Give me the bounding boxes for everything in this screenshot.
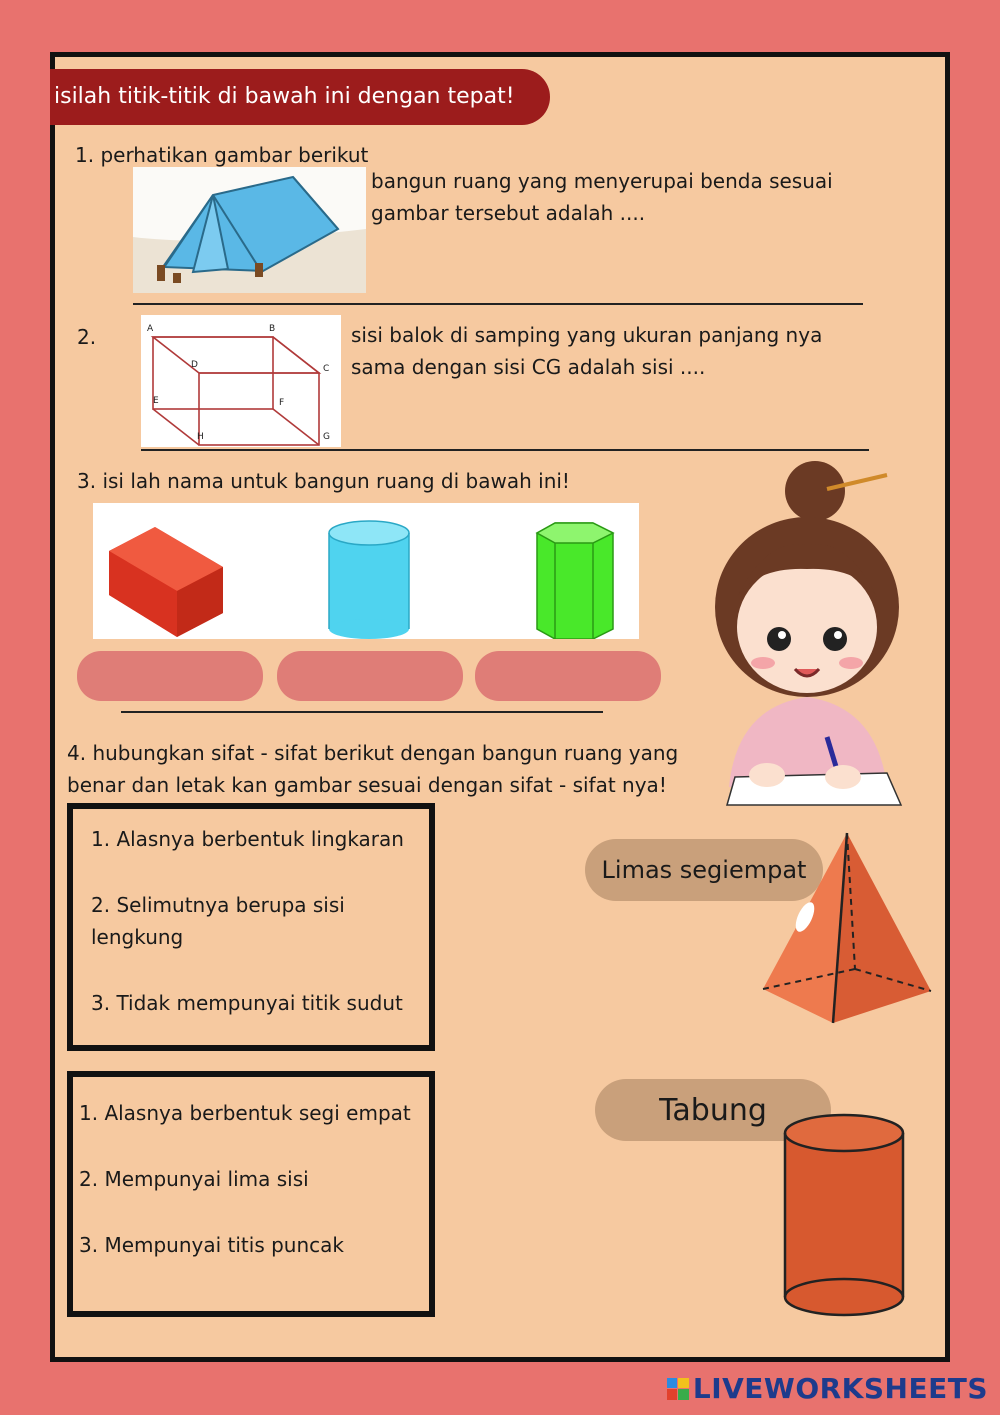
q2-number: 2. (77, 325, 97, 349)
tent-illustration (133, 167, 366, 293)
label-tabung-text: Tabung (659, 1092, 767, 1128)
q2-text-1: sisi balok di samping yang ukuran panjang nya (351, 323, 823, 347)
cylinder-image[interactable] (779, 1109, 909, 1319)
instruction-banner (50, 69, 550, 125)
pyramid-illustration (755, 829, 935, 1029)
liveworksheets-logo (667, 1372, 988, 1405)
answer-field-2[interactable] (277, 651, 463, 701)
shapes-image (93, 503, 639, 639)
vertex-g-label: G (323, 432, 330, 442)
q2-text-2: sama dengan sisi CG adalah sisi .... (351, 355, 706, 379)
girl-illustration (707, 457, 907, 807)
vertex-h-label: H (197, 432, 204, 442)
q1-text-1: bangun ruang yang menyerupai benda sesuai (371, 169, 833, 193)
box1-item-1: 1. Alasnya berbentuk lingkaran (91, 827, 404, 851)
cuboid-image (141, 315, 341, 447)
q2-answer-line[interactable] (141, 449, 869, 451)
label-limas-text: Limas segiempat (601, 856, 807, 884)
box2-item-3: 3. Mempunyai titis puncak (79, 1233, 344, 1257)
blue-cylinder-shape (329, 521, 409, 639)
box2-item-1: 1. Alasnya berbentuk segi empat (79, 1101, 411, 1125)
tent-image (133, 167, 366, 293)
q1-answer-line[interactable] (133, 303, 863, 305)
red-cuboid-shape (109, 527, 223, 637)
worksheet-sheet (50, 52, 950, 1362)
answer-field-3[interactable] (475, 651, 661, 701)
vertex-f-label: F (279, 398, 285, 408)
q1-text-2: gambar tersebut adalah .... (371, 201, 646, 225)
vertex-d-label: D (191, 360, 198, 370)
pyramid-image[interactable] (755, 829, 935, 1029)
cylinder-illustration (779, 1109, 909, 1319)
vertex-a-label: A (147, 324, 154, 334)
q3-divider (121, 711, 603, 713)
vertex-e-label: E (153, 396, 159, 406)
properties-box-1[interactable] (67, 803, 435, 1051)
q4-prompt-2: benar dan letak kan gambar sesuai dengan sifat - sifat nya! (67, 773, 667, 797)
shapes-illustration (93, 503, 639, 639)
box1-item-2a: 2. Selimutnya berupa sisi (91, 893, 345, 917)
properties-box-2[interactable] (67, 1071, 435, 1317)
q3-prompt: 3. isi lah nama untuk bangun ruang di bawah ini! (77, 469, 570, 493)
box2-item-2: 2. Mempunyai lima sisi (79, 1167, 309, 1191)
vertex-c-label: C (323, 364, 330, 374)
vertex-b-label: B (269, 324, 276, 334)
cuboid-diagram (141, 315, 341, 447)
answer-field-1[interactable] (77, 651, 263, 701)
green-prism-shape (537, 523, 613, 639)
box1-item-2b: lengkung (91, 925, 184, 949)
liveworksheets-icon (667, 1378, 689, 1400)
box1-item-3: 3. Tidak mempunyai titik sudut (91, 991, 403, 1015)
brand-text: LIVEWORKSHEETS (692, 1372, 988, 1405)
q4-prompt-1: 4. hubungkan sifat - sifat berikut dengan bangun ruang yang (67, 741, 679, 765)
instruction-text: isilah titik-titik di bawah ini dengan tepat! (54, 84, 515, 109)
q1-label: 1. perhatikan gambar berikut (75, 143, 369, 167)
